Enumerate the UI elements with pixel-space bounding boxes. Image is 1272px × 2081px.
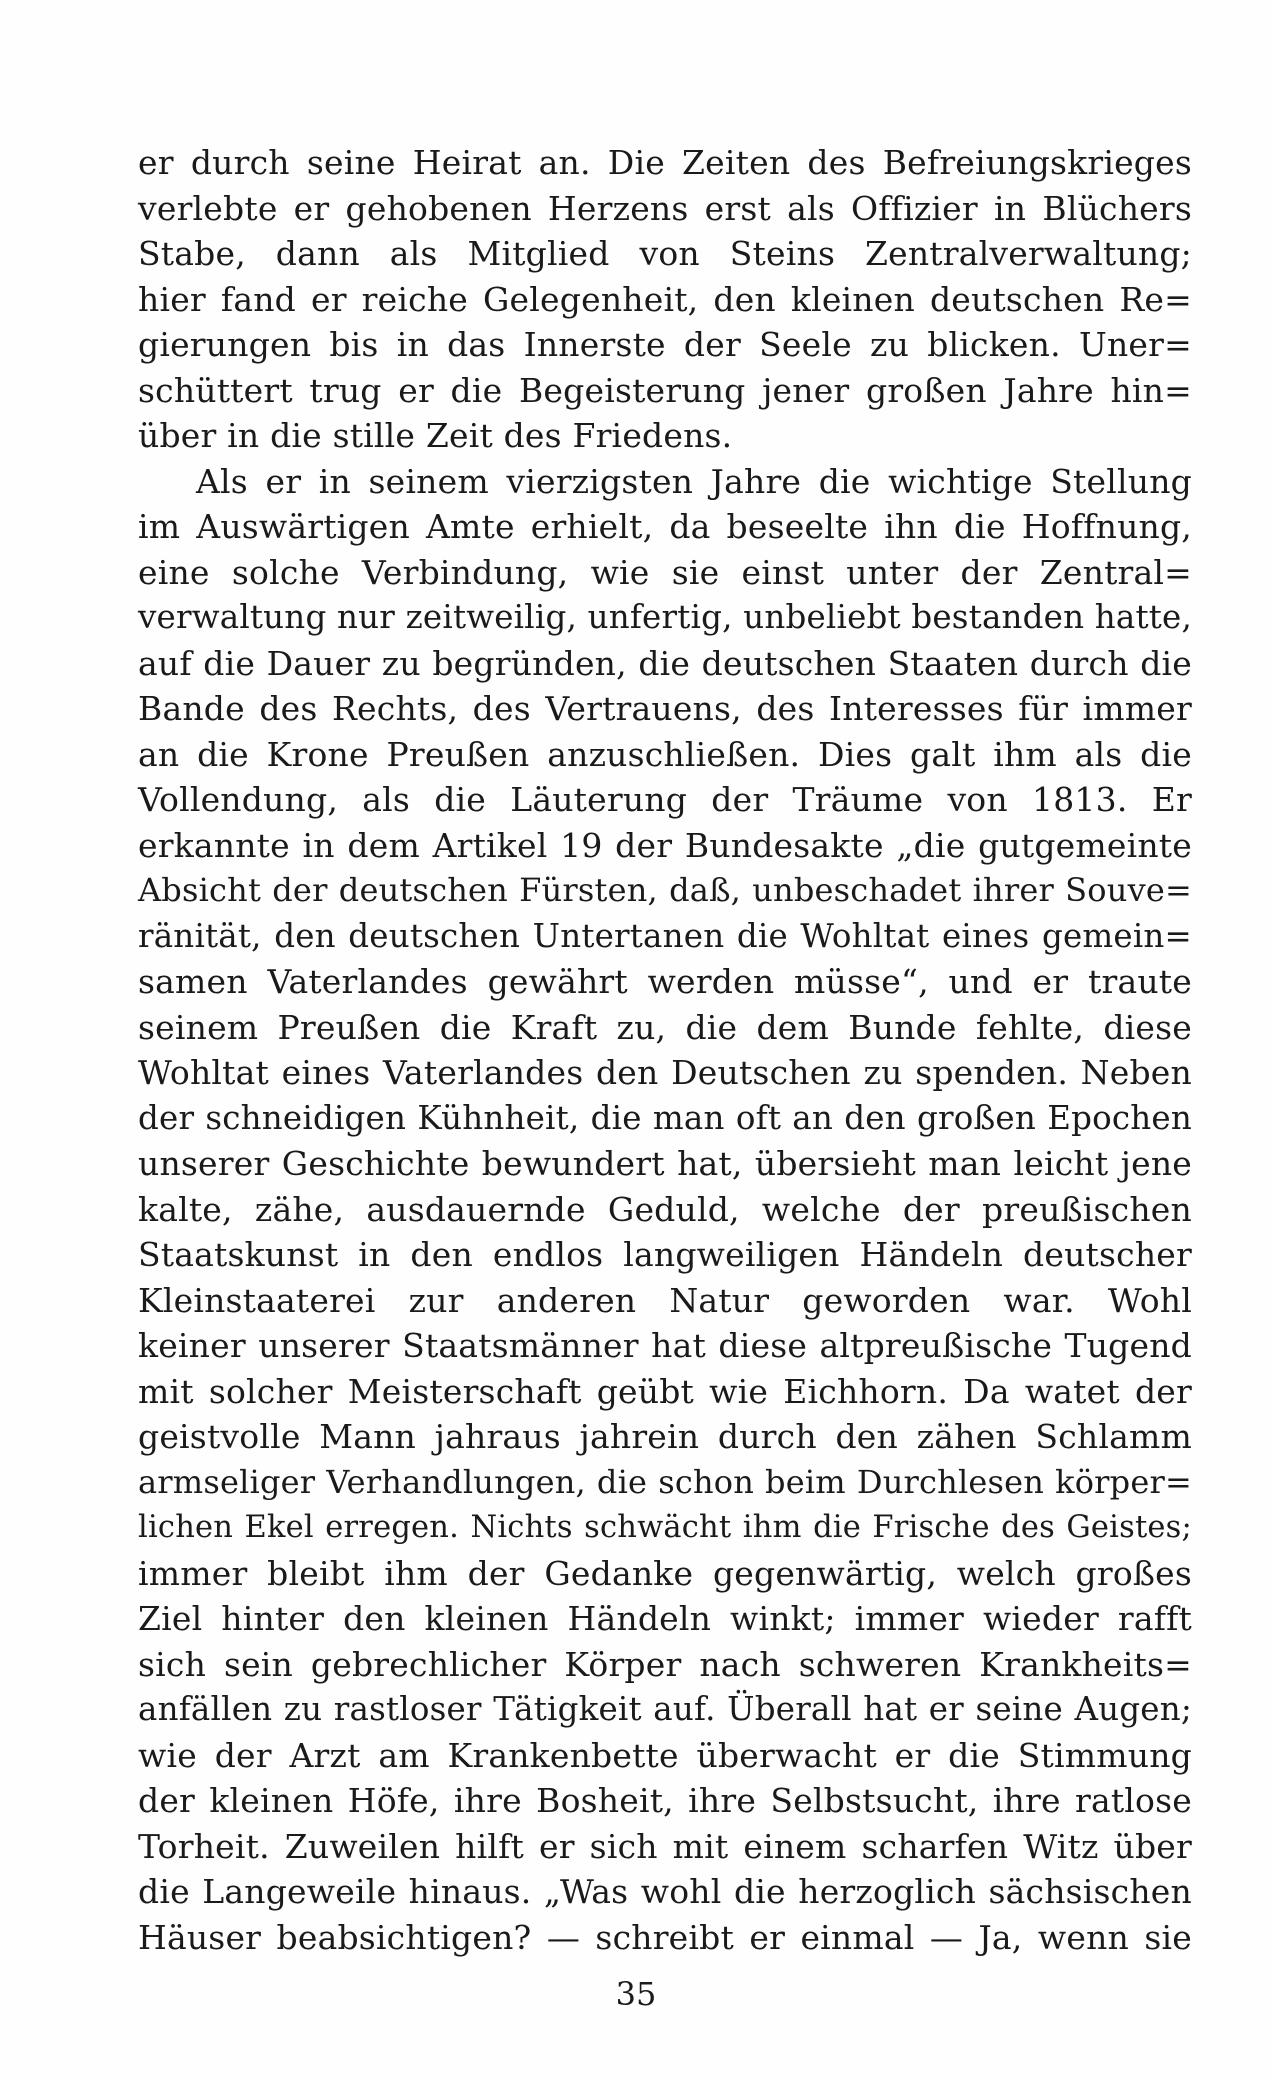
- text-line: wie der Arzt am Krankenbette überwacht er die Stimmung: [138, 1735, 1192, 1775]
- text-line: erkannte in dem Artikel 19 der Bundesakte „die gutgemeinte: [138, 825, 1192, 865]
- text-line: mit solcher Meisterschaft geübt wie Eichhorn. Da watet der: [138, 1371, 1192, 1411]
- text-line: unserer Geschichte bewundert hat, übersieht man leicht jene: [138, 1144, 1192, 1183]
- body-text: [138, 140, 1192, 1960]
- text-line: verlebte er gehobenen Herzens erst als Offizier in Blüchers: [138, 188, 1192, 228]
- text-line: Kleinstaaterei zur anderen Natur geworden war. Wohl: [138, 1280, 1192, 1320]
- text-line: armseliger Verhandlungen, die schon beim Durchlesen körper=: [138, 1462, 1192, 1501]
- text-line: lichen Ekel erregen. Nichts schwächt ihm die Frische des Geistes;: [138, 1510, 1192, 1545]
- text-line: sich sein gebrechlicher Körper nach schweren Krankheits=: [138, 1644, 1192, 1684]
- text-line: schüttert trug er die Begeisterung jener großen Jahre hin=: [138, 370, 1192, 410]
- page-number: 35: [615, 1975, 657, 2013]
- text-line: Häuser beabsichtigen? — schreibt er einmal — Ja, wenn sie: [138, 1917, 1192, 1957]
- text-line: Ziel hinter den kleinen Händeln winkt; immer wieder rafft: [138, 1599, 1192, 1638]
- text-line: über in die stille Zeit des Friedens.: [138, 416, 733, 455]
- text-line: an die Krone Preußen anzuschließen. Dies galt ihm als die: [138, 734, 1192, 774]
- text-line: hier fand er reiche Gelegenheit, den kleinen deutschen Re=: [138, 279, 1192, 319]
- text-line: Wohltat eines Vaterlandes den Deutschen zu spenden. Neben: [138, 1053, 1192, 1092]
- text-line: die Langeweile hinaus. „Was wohl die herzoglich sächsischen: [138, 1872, 1192, 1911]
- text-line: Stabe, dann als Mitglied von Steins Zentralverwaltung;: [138, 234, 1192, 273]
- text-line: Bande des Rechts, des Vertrauens, des Interesses für immer: [138, 689, 1192, 728]
- text-line: der kleinen Höfe, ihre Bosheit, ihre Selbstsucht, ihre ratlose: [138, 1781, 1192, 1820]
- text-line: seinem Preußen die Kraft zu, die dem Bunde fehlte, diese: [138, 1007, 1192, 1047]
- text-line: keiner unserer Staatsmänner hat diese altpreußische Tugend: [138, 1326, 1192, 1365]
- text-line: kalte, zähe, ausdauernde Geduld, welche der preußischen: [138, 1189, 1192, 1229]
- text-line: Absicht der deutschen Fürsten, daß, unbeschadet ihrer Souve=: [138, 871, 1192, 909]
- text-line: anfällen zu rastloser Tätigkeit auf. Überall hat er seine Augen;: [138, 1690, 1192, 1728]
- text-line: er durch seine Heirat an. Die Zeiten des Befreiungskrieges: [138, 143, 1192, 182]
- text-line: der schneidigen Kühnheit, die man oft an den großen Epochen: [138, 1098, 1192, 1137]
- text-line: gierungen bis in das Innerste der Seele zu blicken. Uner=: [138, 325, 1192, 364]
- text-line: im Auswärtigen Amte erhielt, da beseelte ihn die Hoffnung,: [138, 507, 1192, 546]
- text-line: verwaltung nur zeitweilig, unfertig, unbeliebt bestanden hatte,: [138, 598, 1192, 636]
- text-line: Vollendung, als die Läuterung der Träume von 1813. Er: [138, 780, 1192, 819]
- text-line: samen Vaterlandes gewährt werden müsse“, und er traute: [138, 962, 1192, 1001]
- text-line: Staatskunst in den endlos langweiligen Händeln deutscher: [138, 1235, 1192, 1274]
- text-line: auf die Dauer zu begründen, die deutschen Staaten durch die: [138, 643, 1192, 683]
- text-line: ränität, den deutschen Untertanen die Wohltat eines gemein=: [138, 916, 1192, 955]
- text-line: Torheit. Zuweilen hilft er sich mit einem scharfen Witz über: [138, 1826, 1192, 1866]
- text-line: Als er in seinem vierzigsten Jahre die wichtige Stellung: [196, 461, 1192, 501]
- text-line: immer bleibt ihm der Gedanke gegenwärtig, welch großes: [138, 1553, 1192, 1593]
- text-line: eine solche Verbindung, wie sie einst unter der Zentral=: [138, 552, 1192, 592]
- text-line: geistvolle Mann jahraus jahrein durch den zähen Schlamm: [138, 1417, 1192, 1456]
